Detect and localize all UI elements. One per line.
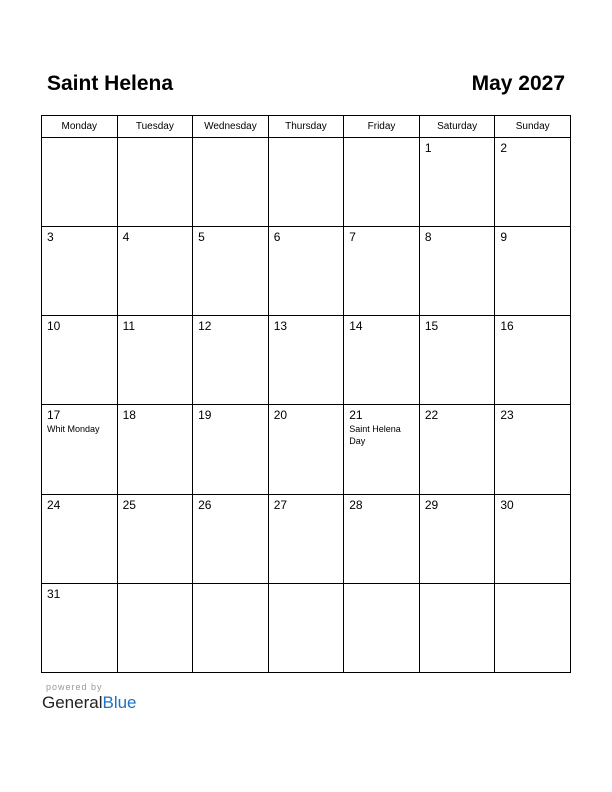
day-number: 21 [349,408,363,423]
week-row [42,138,571,227]
day-cell [419,138,495,227]
day-cell [419,494,495,583]
day-number: 18 [122,408,136,423]
day-number: 11 [122,319,136,334]
day-cell [268,316,344,405]
powered-by-text: powered by [46,682,103,692]
day-cell [42,227,118,316]
day-cell [344,583,420,672]
day-cell [117,227,193,316]
week-row [42,583,571,672]
day-number: 28 [349,497,363,512]
day-number: 14 [349,319,363,334]
day-cell [344,316,420,405]
weekday-header: Friday [344,116,420,138]
day-cell [193,583,269,672]
weekday-header-row [42,116,571,138]
day-cell [42,583,118,672]
day-cell [42,316,118,405]
week-row [42,227,571,316]
day-cell [193,316,269,405]
day-number: 16 [500,319,514,334]
weekday-header: Saturday [419,116,495,138]
weekday-header: Wednesday [193,116,269,138]
day-cell [495,227,571,316]
day-number: 31 [47,586,61,601]
weekday-header: Monday [42,116,118,138]
day-cell [193,227,269,316]
day-cell [419,405,495,494]
day-number: 26 [198,497,212,512]
day-number: 27 [273,497,288,512]
day-cell [117,405,193,494]
day-number: 19 [198,408,212,423]
footer-branding [42,682,137,713]
day-cell [193,494,269,583]
day-cell [117,316,193,405]
day-number: 17 [47,408,61,423]
calendar-grid [41,115,571,673]
day-cell [268,138,344,227]
day-number: 8 [424,230,432,245]
day-cell [495,494,571,583]
day-number: 20 [273,408,288,423]
weekday-header: Tuesday [117,116,193,138]
weekday-header: Sunday [495,116,571,138]
day-cell [42,494,118,583]
day-number: 25 [122,497,136,512]
holiday-label: Whit Monday [47,424,100,435]
day-cell [419,583,495,672]
day-cell [268,583,344,672]
week-row [42,494,571,583]
day-number: 12 [198,319,212,334]
day-cell [268,494,344,583]
day-number: 13 [273,319,288,334]
day-number: 5 [198,230,205,245]
day-number: 4 [122,230,130,245]
day-cell [495,316,571,405]
day-cell [42,405,118,494]
day-cell [344,227,420,316]
day-cell [42,138,118,227]
day-number: 3 [47,230,54,245]
day-number: 29 [424,497,439,512]
brand-logo [42,693,137,713]
day-number: 2 [500,141,508,155]
day-cell [344,405,420,494]
day-cell [117,138,193,227]
day-number: 6 [273,230,281,245]
day-number: 9 [500,230,508,245]
brand-general-text: General [42,693,103,712]
month-year-title: May 2027 [471,72,565,95]
day-cell [344,494,420,583]
day-cell [419,227,495,316]
day-number: 10 [47,319,61,334]
day-cell [193,405,269,494]
day-number: 7 [349,230,356,245]
day-cell [193,138,269,227]
day-number: 30 [500,497,514,512]
day-cell [268,405,344,494]
region-title: Saint Helena [47,72,174,95]
day-number: 23 [500,408,514,423]
day-cell [419,316,495,405]
day-cell [117,583,193,672]
day-cell [495,405,571,494]
brand-blue-text: Blue [102,693,137,712]
day-number: 15 [424,319,439,334]
day-number: 1 [424,141,432,155]
day-cell [117,494,193,583]
week-row [42,316,571,405]
day-cell [344,138,420,227]
day-number: 24 [47,497,61,512]
day-cell [495,583,571,672]
day-cell [495,138,571,227]
week-row [42,405,571,494]
holiday-label: Saint Helena Day [349,424,401,447]
day-number: 22 [424,408,439,423]
day-cell [268,227,344,316]
weekday-header: Thursday [268,116,344,138]
